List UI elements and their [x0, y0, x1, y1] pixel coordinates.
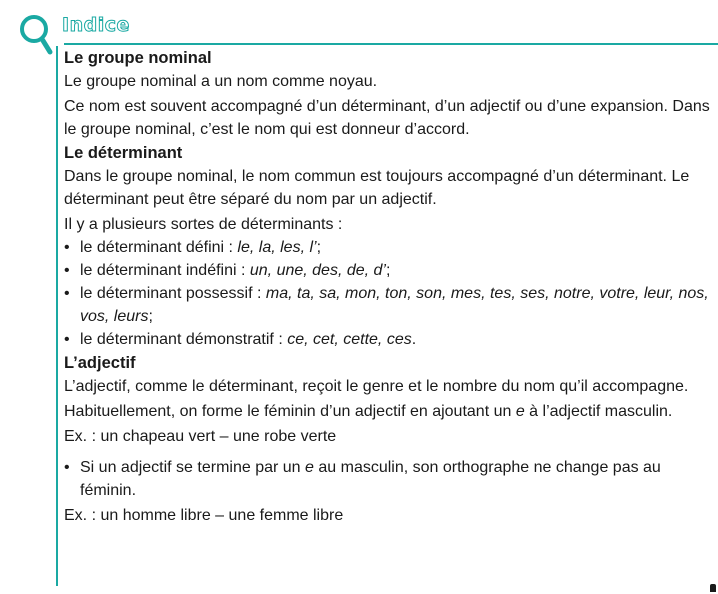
bullet-label: le déterminant possessif :	[80, 285, 266, 302]
heading-groupe-nominal: Le groupe nominal	[64, 49, 212, 67]
bullet-icon: •	[64, 262, 70, 279]
paragraph: Ce nom est souvent accompagné d’un déterminant, d’un adjectif ou d’une expansion. Dans le groupe nominal, c’est le nom qui est donneur d’accord.	[64, 98, 710, 138]
list-item	[64, 236, 714, 259]
indice-header	[0, 0, 718, 50]
text-run-italic: e	[305, 459, 314, 476]
list-item	[64, 259, 714, 282]
text-run: Habituellement, on forme le féminin d’un adjectif en ajoutant un	[64, 403, 516, 420]
bullet-end: ;	[148, 308, 153, 325]
example-line: Ex. : un homme libre – une femme libre	[64, 507, 344, 524]
heading-determinant: Le déterminant	[64, 144, 183, 162]
bullet-end: ;	[316, 239, 322, 256]
bullet-examples: ma, ta, sa, mon, ton, son, mes, tes, ses, notre, votre, leur, nos, vos, leurs	[80, 285, 709, 325]
heading-adjectif: L’adjectif	[64, 354, 136, 372]
header-title: Indice	[62, 14, 130, 36]
page-corner-mark	[710, 584, 716, 592]
paragraph: Dans le groupe nominal, le nom commun est toujours accompagné d’un déterminant. Le déterminant peut être séparé du nom par un adjectif.	[64, 168, 690, 208]
bullet-examples: le, la, les, l’	[237, 239, 317, 256]
list-item	[64, 282, 714, 328]
example-line: Ex. : un chapeau vert – une robe verte	[64, 428, 337, 445]
paragraph: L’adjectif, comme le déterminant, reçoit le genre et le nombre du nom qu’il accompagne.	[64, 378, 689, 395]
bullet-label: le déterminant démonstratif :	[80, 331, 288, 348]
bullet-label: le déterminant indéfini :	[80, 262, 250, 279]
list-item	[64, 456, 714, 502]
list-item	[64, 328, 714, 351]
bullet-examples: ce, cet, cette, ces	[287, 331, 412, 348]
paragraph	[64, 400, 714, 423]
text-run: à l’adjectif masculin.	[524, 403, 673, 420]
header-divider	[64, 43, 718, 45]
bullet-icon: •	[64, 239, 70, 256]
text-run-italic: e	[515, 403, 525, 420]
bullet-end: ;	[385, 262, 391, 279]
text-run: Si un adjectif se termine par un	[80, 459, 306, 476]
bullet-icon: •	[64, 285, 70, 302]
indice-content	[56, 46, 714, 586]
paragraph: Le groupe nominal a un nom comme noyau.	[64, 73, 378, 90]
paragraph: Il y a plusieurs sortes de déterminants :	[64, 216, 343, 233]
bullet-end: .	[411, 331, 417, 348]
bullet-examples: un, une, des, de, d’	[249, 262, 386, 279]
magnifier-icon	[17, 12, 57, 56]
text-run: au masculin, son orthographe ne change pas au féminin.	[80, 459, 661, 499]
bullet-icon: •	[64, 331, 70, 348]
bullet-icon: •	[64, 459, 70, 476]
bullet-label: le déterminant défini :	[80, 239, 238, 256]
